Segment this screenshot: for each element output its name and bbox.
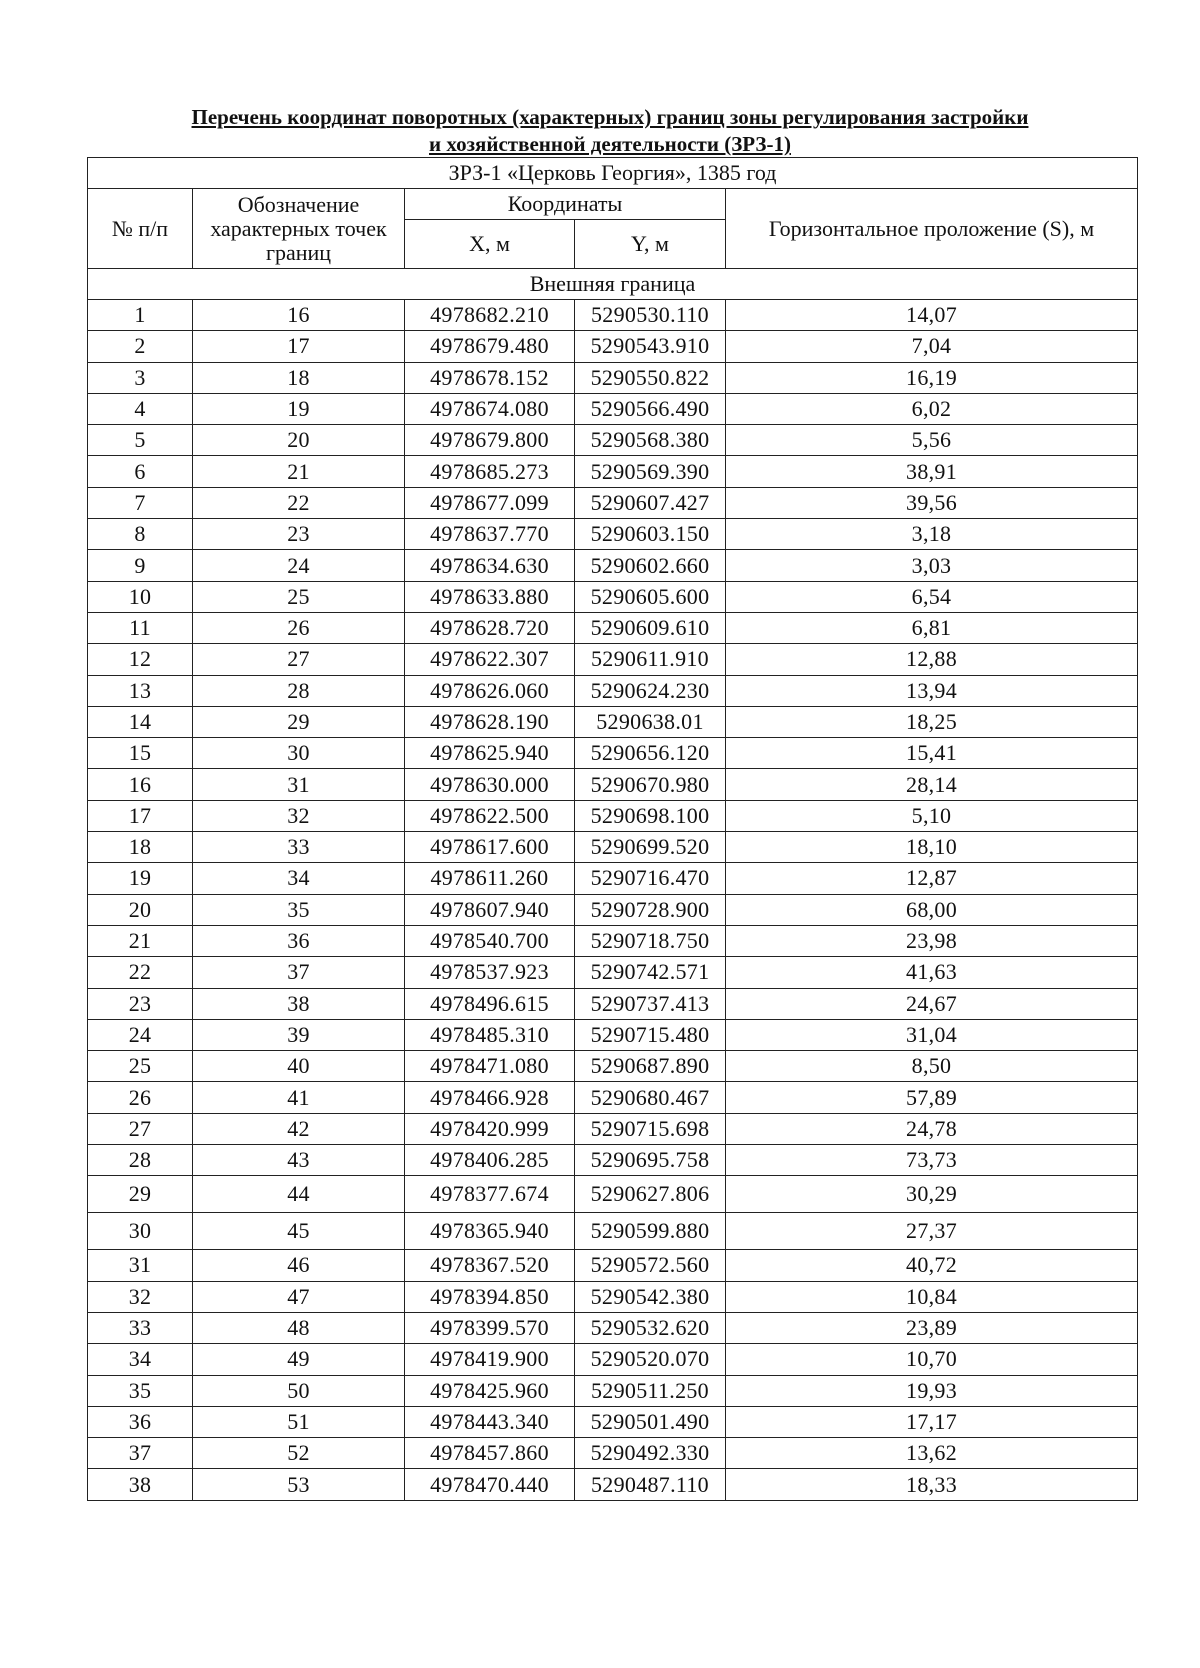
cell-distance: 19,93 — [726, 1375, 1138, 1406]
table-row — [88, 706, 1138, 737]
cell-x: 4978607.940 — [405, 894, 575, 925]
table-row — [88, 1113, 1138, 1144]
table-row — [88, 800, 1138, 831]
cell-number: 4 — [88, 393, 193, 424]
col-header-point: Обозначение характерных точек границ — [193, 189, 405, 269]
cell-point: 31 — [193, 769, 405, 800]
cell-number: 28 — [88, 1145, 193, 1176]
cell-y: 5290687.890 — [575, 1051, 726, 1082]
cell-number: 38 — [88, 1469, 193, 1500]
table-row — [88, 1312, 1138, 1343]
cell-y: 5290698.100 — [575, 800, 726, 831]
cell-number: 12 — [88, 644, 193, 675]
cell-distance: 14,07 — [726, 300, 1138, 331]
cell-distance: 39,56 — [726, 487, 1138, 518]
table-row — [88, 1145, 1138, 1176]
cell-point: 40 — [193, 1051, 405, 1082]
cell-y: 5290543.910 — [575, 331, 726, 362]
table-row — [88, 675, 1138, 706]
table-row — [88, 925, 1138, 956]
cell-y: 5290638.01 — [575, 706, 726, 737]
table-row — [88, 988, 1138, 1019]
col-header-distance: Горизонтальное проложение (S), м — [726, 189, 1138, 269]
cell-point: 52 — [193, 1438, 405, 1469]
cell-y: 5290609.610 — [575, 612, 726, 643]
cell-number: 14 — [88, 706, 193, 737]
cell-number: 34 — [88, 1344, 193, 1375]
cell-point: 33 — [193, 832, 405, 863]
cell-x: 4978625.940 — [405, 738, 575, 769]
cell-x: 4978634.630 — [405, 550, 575, 581]
zone-header: ЗРЗ-1 «Церковь Георгия», 1385 год — [88, 158, 1138, 189]
cell-point: 41 — [193, 1082, 405, 1113]
cell-number: 6 — [88, 456, 193, 487]
cell-distance: 15,41 — [726, 738, 1138, 769]
table-row — [88, 581, 1138, 612]
cell-x: 4978419.900 — [405, 1344, 575, 1375]
cell-number: 1 — [88, 300, 193, 331]
cell-x: 4978628.190 — [405, 706, 575, 737]
cell-distance: 68,00 — [726, 894, 1138, 925]
cell-number: 21 — [88, 925, 193, 956]
cell-distance: 28,14 — [726, 769, 1138, 800]
cell-y: 5290566.490 — [575, 393, 726, 424]
cell-number: 20 — [88, 894, 193, 925]
cell-distance: 23,98 — [726, 925, 1138, 956]
cell-distance: 16,19 — [726, 362, 1138, 393]
cell-point: 20 — [193, 425, 405, 456]
cell-x: 4978622.307 — [405, 644, 575, 675]
cell-x: 4978367.520 — [405, 1250, 575, 1281]
cell-number: 29 — [88, 1176, 193, 1213]
table-row — [88, 1176, 1138, 1213]
cell-x: 4978471.080 — [405, 1051, 575, 1082]
table-row — [88, 487, 1138, 518]
cell-x: 4978677.099 — [405, 487, 575, 518]
cell-x: 4978630.000 — [405, 769, 575, 800]
cell-x: 4978622.500 — [405, 800, 575, 831]
cell-x: 4978633.880 — [405, 581, 575, 612]
cell-distance: 38,91 — [726, 456, 1138, 487]
cell-point: 51 — [193, 1406, 405, 1437]
cell-distance: 27,37 — [726, 1213, 1138, 1250]
table-row — [88, 769, 1138, 800]
cell-point: 16 — [193, 300, 405, 331]
cell-x: 4978537.923 — [405, 957, 575, 988]
cell-point: 50 — [193, 1375, 405, 1406]
cell-number: 35 — [88, 1375, 193, 1406]
table-row — [88, 1213, 1138, 1250]
cell-y: 5290568.380 — [575, 425, 726, 456]
coordinates-table — [87, 157, 1138, 1501]
cell-x: 4978682.210 — [405, 300, 575, 331]
cell-number: 11 — [88, 612, 193, 643]
cell-point: 43 — [193, 1145, 405, 1176]
cell-distance: 13,62 — [726, 1438, 1138, 1469]
cell-distance: 12,87 — [726, 863, 1138, 894]
cell-point: 39 — [193, 1019, 405, 1050]
cell-point: 44 — [193, 1176, 405, 1213]
cell-y: 5290627.806 — [575, 1176, 726, 1213]
table-row — [88, 957, 1138, 988]
cell-y: 5290602.660 — [575, 550, 726, 581]
table-row — [88, 644, 1138, 675]
cell-number: 36 — [88, 1406, 193, 1437]
cell-x: 4978470.440 — [405, 1469, 575, 1500]
cell-x: 4978626.060 — [405, 675, 575, 706]
cell-number: 15 — [88, 738, 193, 769]
cell-point: 49 — [193, 1344, 405, 1375]
cell-y: 5290670.980 — [575, 769, 726, 800]
cell-point: 21 — [193, 456, 405, 487]
cell-y: 5290487.110 — [575, 1469, 726, 1500]
cell-distance: 10,84 — [726, 1281, 1138, 1312]
cell-y: 5290718.750 — [575, 925, 726, 956]
cell-distance: 3,18 — [726, 519, 1138, 550]
cell-x: 4978637.770 — [405, 519, 575, 550]
cell-distance: 23,89 — [726, 1312, 1138, 1343]
cell-point: 35 — [193, 894, 405, 925]
cell-point: 17 — [193, 331, 405, 362]
cell-x: 4978679.480 — [405, 331, 575, 362]
cell-distance: 6,02 — [726, 393, 1138, 424]
cell-point: 48 — [193, 1312, 405, 1343]
cell-y: 5290716.470 — [575, 863, 726, 894]
cell-number: 8 — [88, 519, 193, 550]
title-line-2: и хозяйственной деятельности (ЗРЗ-1) — [429, 132, 791, 156]
cell-point: 30 — [193, 738, 405, 769]
section-header: Внешняя граница — [88, 269, 1138, 300]
table-row — [88, 393, 1138, 424]
cell-point: 42 — [193, 1113, 405, 1144]
cell-point: 19 — [193, 393, 405, 424]
cell-point: 46 — [193, 1250, 405, 1281]
cell-y: 5290742.571 — [575, 957, 726, 988]
cell-distance: 5,56 — [726, 425, 1138, 456]
cell-point: 25 — [193, 581, 405, 612]
cell-point: 22 — [193, 487, 405, 518]
cell-y: 5290728.900 — [575, 894, 726, 925]
table-row — [88, 300, 1138, 331]
cell-number: 10 — [88, 581, 193, 612]
cell-number: 24 — [88, 1019, 193, 1050]
cell-y: 5290569.390 — [575, 456, 726, 487]
cell-x: 4978420.999 — [405, 1113, 575, 1144]
cell-point: 18 — [193, 362, 405, 393]
cell-x: 4978674.080 — [405, 393, 575, 424]
cell-point: 29 — [193, 706, 405, 737]
col-header-x: X, м — [405, 220, 575, 269]
cell-number: 30 — [88, 1213, 193, 1250]
cell-number: 25 — [88, 1051, 193, 1082]
cell-number: 33 — [88, 1312, 193, 1343]
table-row — [88, 1051, 1138, 1082]
cell-number: 37 — [88, 1438, 193, 1469]
cell-point: 24 — [193, 550, 405, 581]
cell-y: 5290542.380 — [575, 1281, 726, 1312]
cell-distance: 3,03 — [726, 550, 1138, 581]
cell-number: 31 — [88, 1250, 193, 1281]
cell-distance: 18,25 — [726, 706, 1138, 737]
cell-y: 5290695.758 — [575, 1145, 726, 1176]
cell-number: 3 — [88, 362, 193, 393]
cell-point: 32 — [193, 800, 405, 831]
cell-y: 5290699.520 — [575, 832, 726, 863]
table-row — [88, 1375, 1138, 1406]
cell-x: 4978628.720 — [405, 612, 575, 643]
cell-distance: 12,88 — [726, 644, 1138, 675]
cell-point: 37 — [193, 957, 405, 988]
cell-point: 45 — [193, 1213, 405, 1250]
cell-number: 32 — [88, 1281, 193, 1312]
table-row — [88, 612, 1138, 643]
col-header-y: Y, м — [575, 220, 726, 269]
cell-x: 4978611.260 — [405, 863, 575, 894]
cell-y: 5290550.822 — [575, 362, 726, 393]
cell-y: 5290656.120 — [575, 738, 726, 769]
cell-number: 26 — [88, 1082, 193, 1113]
cell-distance: 57,89 — [726, 1082, 1138, 1113]
cell-x: 4978443.340 — [405, 1406, 575, 1437]
cell-number: 17 — [88, 800, 193, 831]
cell-y: 5290530.110 — [575, 300, 726, 331]
cell-y: 5290501.490 — [575, 1406, 726, 1437]
cell-point: 23 — [193, 519, 405, 550]
table-row — [88, 863, 1138, 894]
cell-distance: 6,81 — [726, 612, 1138, 643]
cell-y: 5290511.250 — [575, 1375, 726, 1406]
cell-number: 13 — [88, 675, 193, 706]
cell-y: 5290737.413 — [575, 988, 726, 1019]
cell-x: 4978679.800 — [405, 425, 575, 456]
cell-distance: 8,50 — [726, 1051, 1138, 1082]
cell-distance: 18,10 — [726, 832, 1138, 863]
cell-number: 16 — [88, 769, 193, 800]
cell-x: 4978377.674 — [405, 1176, 575, 1213]
table-row — [88, 550, 1138, 581]
table-row — [88, 1281, 1138, 1312]
cell-number: 7 — [88, 487, 193, 518]
cell-number: 22 — [88, 957, 193, 988]
cell-distance: 10,70 — [726, 1344, 1138, 1375]
cell-x: 4978685.273 — [405, 456, 575, 487]
cell-point: 34 — [193, 863, 405, 894]
table-row — [88, 1082, 1138, 1113]
cell-x: 4978540.700 — [405, 925, 575, 956]
title-line-1: Перечень координат поворотных (характерных) границ зоны регулирования застройки — [191, 105, 1029, 129]
table-body — [88, 300, 1138, 1501]
cell-x: 4978406.285 — [405, 1145, 575, 1176]
cell-number: 2 — [88, 331, 193, 362]
cell-point: 47 — [193, 1281, 405, 1312]
cell-number: 19 — [88, 863, 193, 894]
cell-number: 18 — [88, 832, 193, 863]
cell-y: 5290492.330 — [575, 1438, 726, 1469]
cell-y: 5290572.560 — [575, 1250, 726, 1281]
cell-number: 27 — [88, 1113, 193, 1144]
table-row — [88, 1406, 1138, 1437]
cell-point: 38 — [193, 988, 405, 1019]
cell-distance: 7,04 — [726, 331, 1138, 362]
cell-x: 4978485.310 — [405, 1019, 575, 1050]
cell-number: 5 — [88, 425, 193, 456]
cell-x: 4978496.615 — [405, 988, 575, 1019]
cell-point: 53 — [193, 1469, 405, 1500]
table-row — [88, 425, 1138, 456]
cell-distance: 73,73 — [726, 1145, 1138, 1176]
document-title — [80, 104, 1140, 158]
cell-x: 4978365.940 — [405, 1213, 575, 1250]
cell-x: 4978457.860 — [405, 1438, 575, 1469]
col-header-number: № п/п — [88, 189, 193, 269]
cell-x: 4978466.928 — [405, 1082, 575, 1113]
cell-distance: 6,54 — [726, 581, 1138, 612]
cell-y: 5290680.467 — [575, 1082, 726, 1113]
cell-distance: 18,33 — [726, 1469, 1138, 1500]
cell-y: 5290611.910 — [575, 644, 726, 675]
table-row — [88, 456, 1138, 487]
table-row — [88, 519, 1138, 550]
cell-point: 26 — [193, 612, 405, 643]
cell-distance: 41,63 — [726, 957, 1138, 988]
table-row — [88, 894, 1138, 925]
cell-distance: 17,17 — [726, 1406, 1138, 1437]
cell-x: 4978617.600 — [405, 832, 575, 863]
table-row — [88, 1438, 1138, 1469]
cell-distance: 5,10 — [726, 800, 1138, 831]
table-row — [88, 362, 1138, 393]
cell-distance: 30,29 — [726, 1176, 1138, 1213]
cell-number: 23 — [88, 988, 193, 1019]
cell-x: 4978394.850 — [405, 1281, 575, 1312]
cell-distance: 24,67 — [726, 988, 1138, 1019]
cell-y: 5290715.480 — [575, 1019, 726, 1050]
cell-y: 5290607.427 — [575, 487, 726, 518]
table-row — [88, 832, 1138, 863]
cell-y: 5290599.880 — [575, 1213, 726, 1250]
col-header-coordinates: Координаты — [405, 189, 726, 220]
table-row — [88, 1019, 1138, 1050]
cell-distance: 31,04 — [726, 1019, 1138, 1050]
cell-x: 4978425.960 — [405, 1375, 575, 1406]
cell-point: 28 — [193, 675, 405, 706]
cell-y: 5290532.620 — [575, 1312, 726, 1343]
cell-x: 4978678.152 — [405, 362, 575, 393]
cell-point: 36 — [193, 925, 405, 956]
cell-distance: 13,94 — [726, 675, 1138, 706]
cell-y: 5290624.230 — [575, 675, 726, 706]
table-row — [88, 1344, 1138, 1375]
cell-y: 5290715.698 — [575, 1113, 726, 1144]
table-row — [88, 738, 1138, 769]
cell-y: 5290603.150 — [575, 519, 726, 550]
cell-y: 5290605.600 — [575, 581, 726, 612]
cell-distance: 40,72 — [726, 1250, 1138, 1281]
cell-point: 27 — [193, 644, 405, 675]
cell-number: 9 — [88, 550, 193, 581]
table-row — [88, 331, 1138, 362]
cell-y: 5290520.070 — [575, 1344, 726, 1375]
table-row — [88, 1250, 1138, 1281]
cell-x: 4978399.570 — [405, 1312, 575, 1343]
table-row — [88, 1469, 1138, 1500]
cell-distance: 24,78 — [726, 1113, 1138, 1144]
